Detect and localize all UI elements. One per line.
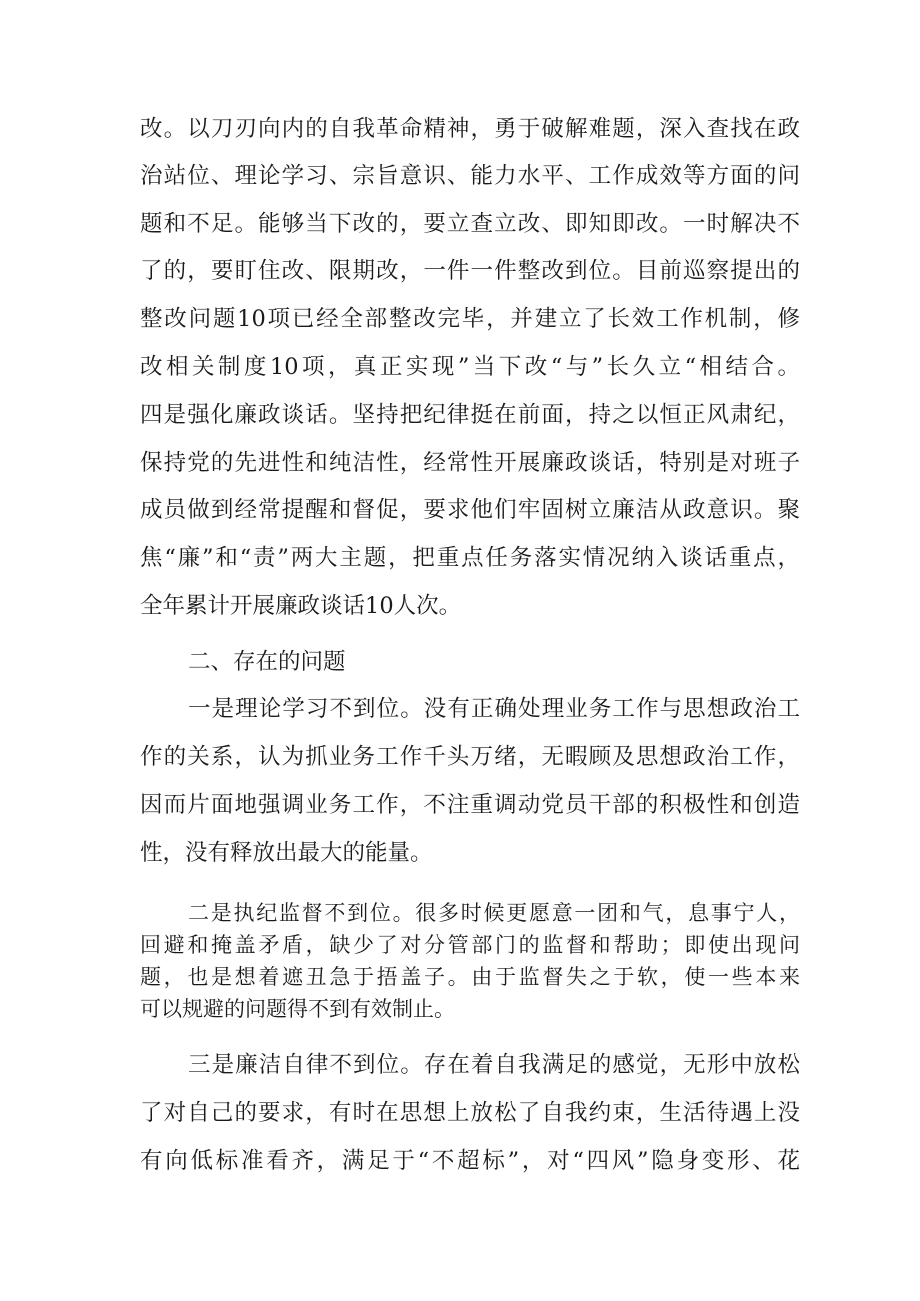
paragraph-2-line-1: 四是强化廉政谈话。坚持把纪律挺在前面，持之以恒正风肃纪，	[140, 402, 800, 428]
paragraph-5-line-3: 有向低标准看齐，满足于“不超标”，对“四风”隐身变形、花	[140, 1148, 800, 1174]
paragraph-3-line-4: 性，没有释放出最大的能量。	[140, 840, 433, 866]
paragraph-3-line-3: 因而片面地强调业务工作，不注重调动党员干部的积极性和创造	[140, 792, 800, 818]
paragraph-5-line-1: 三是廉洁自律不到位。存在着自我满足的感觉，无形中放松	[188, 1052, 800, 1078]
paragraph-5-line-2: 了对自己的要求，有时在思想上放松了自我约束，生活待遇上没	[140, 1100, 800, 1126]
paragraph-4-line-1: 二是执纪监督不到位。很多时候更愿意一团和气，息事宁人，	[188, 901, 800, 925]
paragraph-3-line-1: 一是理论学习不到位。没有正确处理业务工作与思想政治工	[188, 696, 800, 722]
paragraph-4-line-3: 题，也是想着遮丑急于捂盖子。由于监督失之于软，使一些本来	[140, 965, 800, 989]
paragraph-1-line-1: 改。以刀刃向内的自我革命精神，勇于破解难题，深入查找在政	[140, 116, 800, 142]
paragraph-1-line-6: 改相关制度10项，真正实现”当下改“与”长久立“相结合。	[140, 354, 800, 380]
paragraph-2-line-2: 保持党的先进性和纯洁性，经常性开展廉政谈话，特别是对班子	[140, 450, 800, 476]
paragraph-1-line-2: 治站位、理论学习、宗旨意识、能力水平、工作成效等方面的问	[140, 163, 800, 189]
section-heading: 二、存在的问题	[188, 649, 346, 675]
paragraph-3-line-2: 作的关系，认为抓业务工作千头万绪，无暇顾及思想政治工作，	[140, 744, 800, 770]
paragraph-4-line-4: 可以规避的问题得不到有效制止。	[140, 997, 455, 1021]
paragraph-1-line-4: 了的，要盯住改、限期改，一件一件整改到位。目前巡察提出的	[140, 258, 800, 284]
paragraph-2-line-4: 焦“廉”和“责”两大主题，把重点任务落实情况纳入谈话重点，	[140, 545, 800, 571]
paragraph-4-line-2: 回避和掩盖矛盾，缺少了对分管部门的监督和帮助；即使出现问	[140, 933, 800, 957]
paragraph-2-line-5: 全年累计开展廉政谈话10人次。	[140, 593, 462, 619]
paragraph-2-line-3: 成员做到经常提醒和督促，要求他们牢固树立廉洁从政意识。聚	[140, 497, 800, 523]
paragraph-1-line-5: 整改问题10项已经全部整改完毕，并建立了长效工作机制，修	[140, 306, 800, 332]
paragraph-1-line-3: 题和不足。能够当下改的，要立查立改、即知即改。一时解决不	[140, 211, 800, 237]
